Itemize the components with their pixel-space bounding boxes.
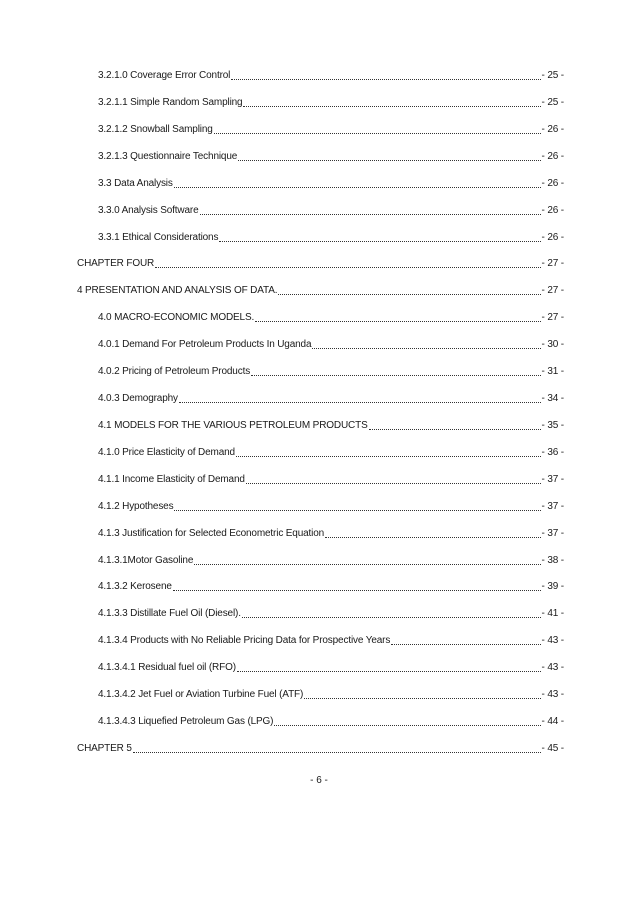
toc-entry[interactable]: [98, 604, 564, 620]
toc-entry-page: - 26 -: [541, 177, 564, 189]
toc-entry-page: - 26 -: [541, 150, 564, 162]
toc-entry-label: 4.1.1 Income Elasticity of Demand: [98, 473, 245, 485]
toc-entry-label: 4.1.3 Justification for Selected Econometric Equation: [98, 527, 325, 539]
dot-leader: [251, 375, 540, 376]
page-number: - 6 -: [310, 775, 328, 786]
toc-entry-label: 3.2.1.1 Simple Random Sampling: [98, 96, 243, 108]
dot-leader: [243, 106, 540, 107]
toc-entry[interactable]: [98, 120, 564, 136]
toc-entry-label: 4.0 MACRO-ECONOMIC MODELS.: [98, 312, 255, 324]
toc-entry-label: 4.1.3.4 Products with No Reliable Pricing Data for Prospective Years: [98, 635, 391, 647]
toc-entry[interactable]: [98, 308, 564, 324]
toc-entry[interactable]: [98, 228, 564, 244]
toc-entry-label: 4.1.2 Hypotheses: [98, 500, 174, 512]
toc-entry[interactable]: [98, 631, 564, 647]
toc-entry[interactable]: [98, 551, 564, 567]
toc-entry[interactable]: [98, 577, 564, 593]
dot-leader: [242, 617, 541, 618]
toc-entry[interactable]: [98, 201, 564, 217]
toc-entry-page: - 39 -: [541, 581, 564, 593]
dot-leader: [236, 456, 541, 457]
toc-entry[interactable]: [77, 739, 564, 755]
toc-entry-label: 4.1.3.4.1 Residual fuel oil (RFO): [98, 662, 236, 674]
toc-entry-page: - 34 -: [541, 393, 564, 405]
dot-leader: [238, 160, 540, 161]
toc-entry-page: - 26 -: [541, 231, 564, 243]
toc-entry-page: - 26 -: [541, 204, 564, 216]
toc-entry-page: - 43 -: [541, 662, 564, 674]
toc-entry-label: 4.1.3.4.3 Liquefied Petroleum Gas (LPG): [98, 716, 274, 728]
toc-entry[interactable]: [98, 524, 564, 540]
toc-entry-label: 3.3 Data Analysis: [98, 177, 173, 189]
toc-entry-page: - 27 -: [541, 285, 564, 297]
toc-entry-page: - 26 -: [541, 123, 564, 135]
toc-entry[interactable]: [98, 174, 564, 190]
toc-entry[interactable]: [77, 281, 564, 297]
dot-leader: [325, 537, 540, 538]
toc-entry-page: - 37 -: [541, 500, 564, 512]
toc-entry[interactable]: [98, 443, 564, 459]
dot-leader: [274, 725, 540, 726]
toc-entry[interactable]: [98, 712, 564, 728]
toc-entry[interactable]: [98, 685, 564, 701]
toc-entry-page: - 31 -: [541, 366, 564, 378]
toc-entry-page: - 41 -: [541, 608, 564, 620]
toc-entry-page: - 30 -: [541, 339, 564, 351]
dot-leader: [214, 133, 541, 134]
toc-entry[interactable]: [98, 93, 564, 109]
toc-entry-label: 4.1.0 Price Elasticity of Demand: [98, 446, 235, 458]
toc-entry-page: - 38 -: [541, 554, 564, 566]
toc-entry-label: 4 PRESENTATION AND ANALYSIS OF DATA.: [77, 285, 278, 297]
dot-leader: [391, 644, 540, 645]
dot-leader: [304, 698, 540, 699]
dot-leader: [219, 241, 540, 242]
toc-entry-label: 3.2.1.3 Questionnaire Technique: [98, 150, 238, 162]
toc-entry-label: 3.2.1.2 Snowball Sampling: [98, 123, 213, 135]
toc-entry[interactable]: [98, 658, 564, 674]
dot-leader: [173, 590, 541, 591]
toc-entry[interactable]: [98, 497, 564, 513]
dot-leader: [200, 214, 541, 215]
dot-leader: [179, 402, 541, 403]
toc-entry-label: 4.1.3.1Motor Gasoline: [98, 554, 194, 566]
dot-leader: [155, 267, 540, 268]
toc-entry-label: CHAPTER 5: [77, 743, 132, 754]
toc-entry-label: 4.0.3 Demography: [98, 393, 178, 405]
toc-entry[interactable]: [98, 66, 564, 82]
toc-entry-page: - 25 -: [541, 96, 564, 108]
dot-leader: [174, 510, 540, 511]
dot-leader: [133, 752, 541, 753]
toc-entry-page: - 43 -: [541, 689, 564, 701]
toc-entry-page: - 36 -: [541, 446, 564, 458]
toc-entry-label: 3.3.0 Analysis Software: [98, 204, 199, 216]
toc-entry-label: 3.3.1 Ethical Considerations: [98, 231, 219, 243]
toc-entry[interactable]: [98, 389, 564, 405]
toc-entry[interactable]: [98, 362, 564, 378]
toc-entry[interactable]: [98, 147, 564, 163]
dot-leader: [231, 79, 540, 80]
toc-entry-label: 3.2.1.0 Coverage Error Control: [98, 70, 231, 81]
toc-entry-label: 4.1 MODELS FOR THE VARIOUS PETROLEUM PRODUCTS: [98, 419, 368, 431]
toc-entry-page: - 27 -: [541, 258, 564, 270]
dot-leader: [194, 564, 540, 565]
toc-entry-label: 4.1.3.3 Distillate Fuel Oil (Diesel).: [98, 608, 241, 620]
toc-entry-label: 4.0.2 Pricing of Petroleum Products: [98, 366, 251, 378]
toc-entry[interactable]: [77, 254, 564, 270]
toc-entry-label: 4.1.3.4.2 Jet Fuel or Aviation Turbine Fuel (ATF): [98, 689, 304, 701]
toc-entry-label: 4.0.1 Demand For Petroleum Products In Uganda: [98, 339, 312, 351]
toc-entry-page: - 25 -: [541, 70, 564, 81]
toc-entry-page: - 37 -: [541, 473, 564, 485]
toc-entry-page: - 45 -: [541, 743, 564, 754]
toc-entry-page: - 35 -: [541, 419, 564, 431]
toc-entry-page: - 27 -: [541, 312, 564, 324]
dot-leader: [255, 321, 540, 322]
toc-entry[interactable]: [98, 416, 564, 432]
toc-entry-page: - 37 -: [541, 527, 564, 539]
toc-entry-label: 4.1.3.2 Kerosene: [98, 581, 172, 593]
toc-entry-page: - 44 -: [541, 716, 564, 728]
dot-leader: [237, 671, 541, 672]
dot-leader: [246, 483, 541, 484]
dot-leader: [174, 187, 541, 188]
toc-entry-label: CHAPTER FOUR: [77, 258, 155, 270]
dot-leader: [369, 429, 541, 430]
dot-leader: [312, 348, 540, 349]
toc-entry[interactable]: [98, 335, 564, 351]
dot-leader: [278, 294, 540, 295]
toc-entry-page: - 43 -: [541, 635, 564, 647]
toc-entry[interactable]: [98, 470, 564, 486]
